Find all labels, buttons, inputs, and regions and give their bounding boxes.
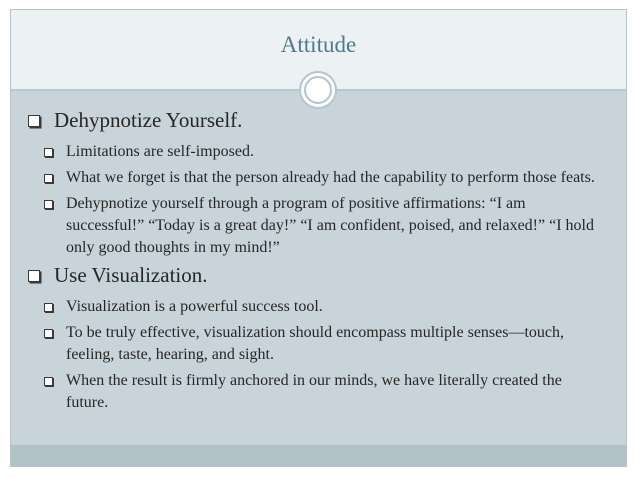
square-bullet-icon [28, 270, 40, 282]
square-bullet-icon [44, 148, 53, 157]
list-item [24, 370, 604, 414]
list-item [24, 296, 604, 318]
square-bullet-icon [44, 200, 53, 209]
square-bullet-icon [44, 174, 53, 183]
bullet-list [24, 108, 604, 418]
item-text: Dehypnotize yourself through a program of positive affirmations: “I am successful!” “Today is a great day!” “I am confident, poised, and relaxed!” “I hold only good thoughts in my mind!” [66, 195, 594, 256]
section-heading [24, 108, 604, 133]
square-bullet-icon [44, 377, 53, 386]
heading-text: Use Visualization. [54, 263, 208, 287]
item-text: Visualization is a powerful success tool. [66, 298, 323, 315]
item-text: To be truly effective, visualization should encompass multiple senses—touch, feeling, taste, hearing, and sight. [66, 324, 565, 363]
list-item [24, 167, 604, 189]
item-text: Limitations are self-imposed. [66, 143, 254, 160]
item-text: When the result is firmly anchored in our minds, we have literally created the future. [66, 372, 562, 411]
list-item [24, 322, 604, 366]
square-bullet-icon [44, 329, 53, 338]
square-bullet-icon [44, 303, 53, 312]
list-item [24, 193, 604, 259]
slide-title: Attitude [280, 32, 357, 57]
heading-text: Dehypnotize Yourself. [54, 108, 243, 132]
item-text: What we forget is that the person already had the capability to perform those feats. [66, 169, 595, 186]
list-item [24, 141, 604, 163]
square-bullet-icon [28, 115, 40, 127]
section-heading [24, 263, 604, 288]
